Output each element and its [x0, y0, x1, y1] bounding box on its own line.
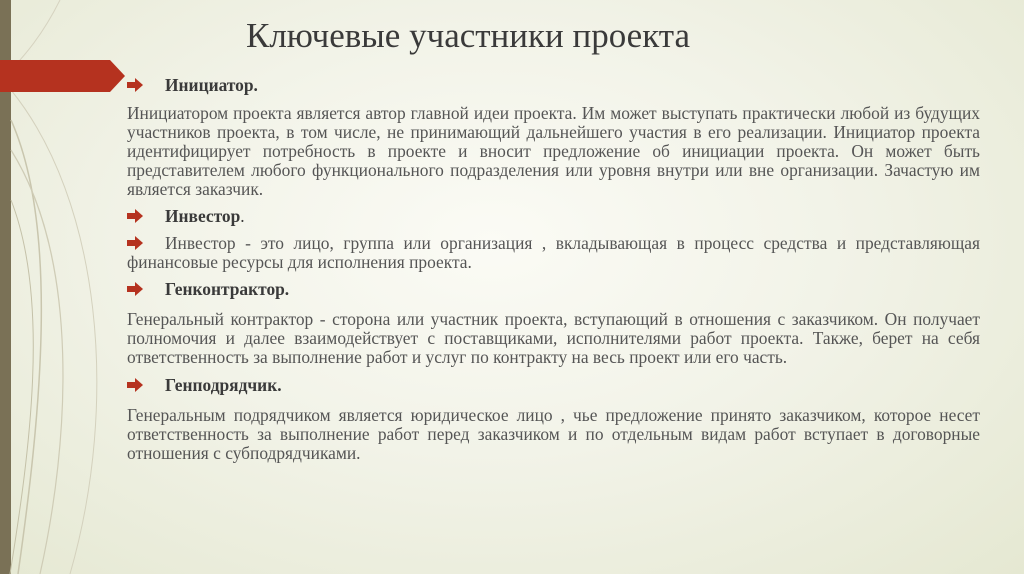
- section-text-body: Инвестор - это лицо, группа или организация , вкладывающая в процесс средства и представляющая финансовые ресурсы для исполнения проекта.: [127, 233, 980, 272]
- section-text: Генеральным подрядчиком является юридическое лицо , чье предложение принято заказчиком, которое несет ответственность за выполнение работ перед заказчиком и по отдельным видам работ вступает в договорные отношения с субподрядчиками.: [127, 405, 980, 463]
- slide-content: [127, 76, 980, 463]
- arrow-right-icon: [127, 282, 143, 296]
- section-text: Инициатором проекта является автор главной идеи проекта. Им может выступать практически любой из будущих участников проекта, в том числе, не принимающий дальнейшего участия в его реализации. Инициатор проекта идентифицирует потребность в проекте и вносит предложение об инициации проекта. Он может быть представителем любого функционального подразделения или уровня внутри или вне организации. Зачастую им является заказчик.: [127, 103, 980, 199]
- section-heading: [127, 376, 980, 395]
- section-heading: [127, 76, 980, 95]
- slide-title: Ключевые участники проекта: [246, 16, 690, 55]
- section-text: [127, 234, 980, 272]
- section-investor: [127, 234, 980, 272]
- arrow-right-icon: [127, 78, 143, 92]
- section-heading-text: Инициатор.: [165, 75, 258, 95]
- section-heading-text: Генподрядчик.: [165, 375, 282, 395]
- section-heading: [127, 280, 980, 299]
- section-text: Генеральный контрактор - сторона или участник проекта, вступающий в отношения с заказчиком. Он получает полномочия и далее взаимодействует с поставщиками, исполнителями работ проекта. Также, берет на себя ответственность за выполнение работ и услуг по контракту на весь проект или его часть.: [127, 309, 980, 367]
- arrow-right-icon: [127, 209, 143, 223]
- red-flag-shape: [0, 60, 125, 92]
- arrow-right-icon: [127, 378, 143, 392]
- section-heading-suffix: .: [240, 206, 245, 226]
- section-heading-text: Инвестор: [165, 206, 241, 226]
- section-genpodryadchik: [127, 376, 980, 463]
- section-heading: [127, 207, 980, 226]
- section-investor-heading: [127, 207, 980, 226]
- section-initiator: [127, 76, 980, 199]
- arrow-right-icon: [127, 236, 143, 250]
- section-gencontractor: [127, 280, 980, 367]
- section-heading-text: Генконтрактор.: [165, 279, 290, 299]
